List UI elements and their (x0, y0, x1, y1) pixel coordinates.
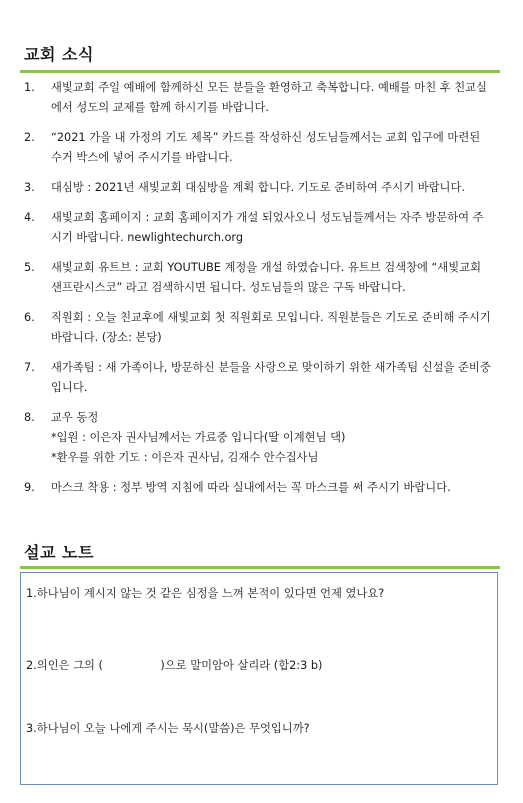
news-item-body (51, 408, 494, 468)
news-item-text: 교우 동정 (51, 411, 99, 424)
news-item-number: 9. (24, 481, 35, 494)
news-item (24, 408, 494, 468)
news-item-text: 새빛교회 유트브 : 교회 YOUTUBE 계정을 개설 하였습니다. 유트브 검색창에 “새빛교회 샌프란시스코” 라고 검색하시면 됩니다. 성도님들의 많은 구독 바랍니다. (51, 261, 482, 294)
notes-question: 2.의인은 그의 ( )으로 말미암아 살리라 (합2:3 b) (26, 659, 323, 672)
news-item (24, 478, 494, 498)
news-item-text: 새가족팀 : 새 가족이나, 방문하신 분들을 사랑으로 맞이하기 위한 새가족팀 신설을 준비중 입니다. (51, 361, 491, 394)
news-item-number: 8. (24, 411, 35, 424)
news-divider (20, 70, 500, 73)
news-item-text: 새빛교회 홈페이지 : 교회 홈페이지가 개설 되었사오니 성도님들께서는 자주 방문하여 주시기 바랍니다. newlightechurch.org (51, 211, 484, 244)
news-item-subline: *환우를 위한 기도 : 이은자 권사님, 김재수 안수집사님 (51, 451, 319, 464)
notes-divider (20, 566, 500, 569)
news-item-number: 2. (24, 131, 35, 144)
notes-section-title: 설교 노트 (24, 543, 94, 562)
news-item (24, 128, 494, 168)
news-item-text: 대심방 : 2021년 새빛교회 대심방을 계획 합니다. 기도로 준비하여 주시기 바랍니다. (51, 181, 465, 194)
news-item-number: 3. (24, 181, 35, 194)
news-item-number: 7. (24, 361, 35, 374)
news-item-text: 새빛교회 주일 예배에 함께하신 모든 분들을 환영하고 축복합니다. 예배를 마친 후 친교실에서 성도의 교제를 함께 하시기를 바랍니다. (51, 81, 487, 114)
notes-question: 3.하나님이 오늘 나에게 주시는 묵시(말씀)은 무엇입니까? (26, 722, 310, 735)
news-item-number: 5. (24, 261, 35, 274)
news-item-subline: *입원 : 이은자 권사님께서는 가료중 입니다(딸 이계현님 댁) (51, 431, 346, 444)
news-item (24, 308, 494, 348)
news-item-number: 1. (24, 81, 35, 94)
notes-question: 1.하나님이 계시지 않는 것 같은 심정을 느껴 본적이 있다면 언제 였나요? (26, 587, 385, 600)
news-item (24, 258, 494, 298)
news-section-title: 교회 소식 (24, 45, 94, 64)
news-item-number: 6. (24, 311, 35, 324)
news-item (24, 358, 494, 398)
news-item (24, 178, 494, 198)
news-list (24, 78, 494, 508)
news-item (24, 78, 494, 118)
news-item-text: 마스크 착용 : 정부 방역 지침에 따라 실내에서는 꼭 마스크를 써 주시기 바랍니다. (51, 481, 451, 494)
news-item-number: 4. (24, 211, 35, 224)
news-item (24, 208, 494, 248)
sermon-notes-box (20, 572, 498, 785)
news-item-text: “2021 가을 내 가정의 기도 제목” 카드를 작성하신 성도님들께서는 교회 입구에 마련된 수거 박스에 넣어 주시기를 바랍니다. (51, 131, 481, 164)
news-item-text: 직원회 : 오늘 친교후에 새빛교회 첫 직원회로 모입니다. 직원분들은 기도로 준비해 주시기 바랍니다. (장소: 본당) (51, 311, 491, 344)
